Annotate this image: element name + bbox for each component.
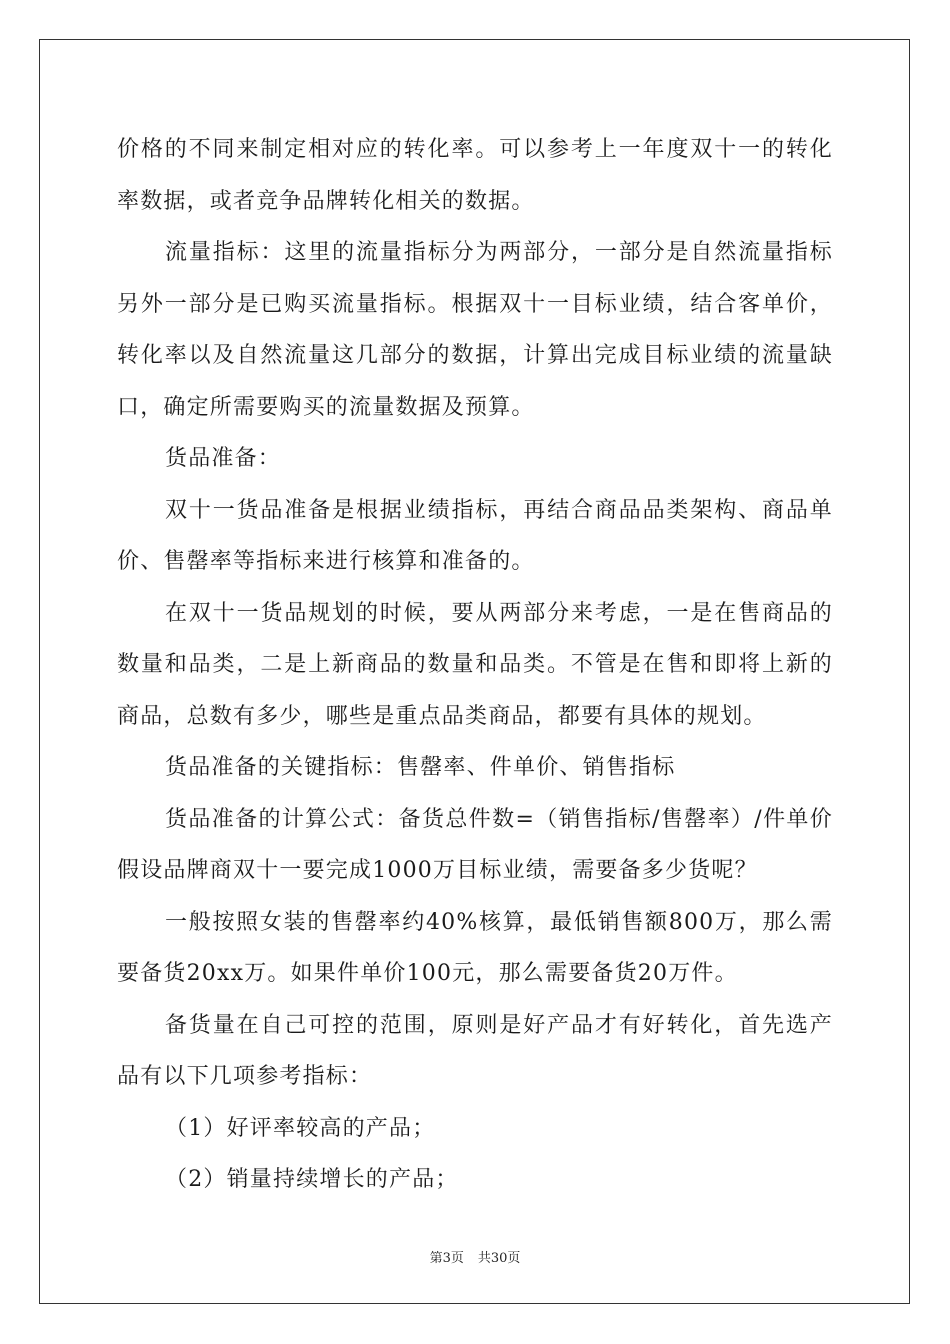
paragraph-formula: 货品准备的计算公式：备货总件数=（销售指标/售罄率）/件单价假设品牌商双十一要完成1000万目标业绩，需要备多少货呢？ [117,806,833,883]
paragraph-goods-planning: 在双十一货品规划的时候，要从两部分来考虑，一是在售商品的数量和品类，二是上新商品的数量和品类。不管是在售和即将上新的商品，总数有多少，哪些是重点品类商品，都要有具体的规划。 [117,600,833,729]
paragraph-key-metrics: 货品准备的关键指标：售罄率、件单价、销售指标 [165,755,676,780]
paragraph-sell-through-example: 一般按照女装的售罄率约40%核算，最低销售额800万，那么需要备货20xx万。如果件单价100元，那么需要备货20万件。 [117,909,833,986]
paragraph-conversion-rate: 价格的不同来制定相对应的转化率。可以参考上一年度双十一的转化率数据，或者竞争品牌转化相关的数据。 [117,137,833,214]
section-heading-goods-preparation: 货品准备： [165,446,282,471]
document-body [117,124,833,1206]
total-page-count: 共30页 [477,1251,521,1266]
page-footer [0,1247,950,1266]
paragraph-goods-preparation: 双十一货品准备是根据业绩指标，再结合商品品类架构、商品单价、售罄率等指标来进行核算和准备的。 [117,497,833,574]
current-page-number: 第3页 [429,1251,464,1266]
paragraph-traffic-metrics: 流量指标：这里的流量指标分为两部分，一部分是自然流量指标另外一部分是已购买流量指标。根据双十一目标业绩，结合客单价，转化率以及自然流量这几部分的数据，计算出完成目标业绩的流量缺口，确定所需要购买的流量数据及预算。 [117,240,833,420]
paragraph-stock-principle: 备货量在自己可控的范围，原则是好产品才有好转化，首先选产品有以下几项参考指标： [117,1012,833,1089]
list-item-good-rating: （1）好评率较高的产品； [165,1115,436,1141]
list-item-sales-growth: （2）销量持续增长的产品； [165,1167,459,1192]
